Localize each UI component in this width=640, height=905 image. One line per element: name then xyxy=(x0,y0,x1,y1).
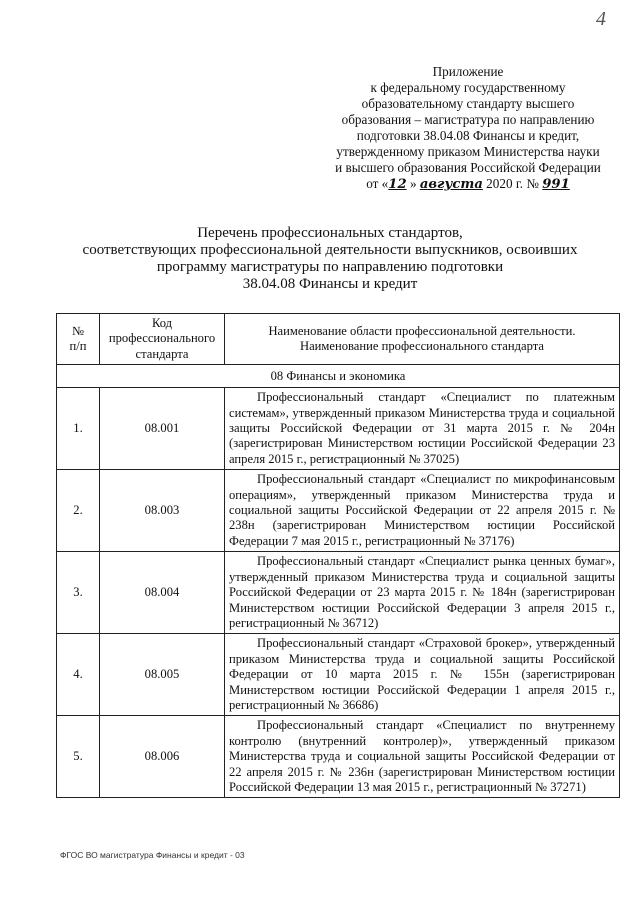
order-number: 991 xyxy=(542,177,570,192)
date-prefix: от « xyxy=(366,176,389,191)
section-title: 08 Финансы и экономика xyxy=(57,365,620,388)
document-title xyxy=(60,225,600,293)
row-code: 08.006 xyxy=(100,716,225,798)
page-number: 4 xyxy=(596,8,606,30)
table-row xyxy=(57,716,620,798)
appendix-line: утвержденному приказом Министерства науки xyxy=(336,144,600,159)
row-description: Профессиональный стандарт «Страховой брокер», утвержденный приказом Министерства труда и социальной защиты Российской Федерации от 10 марта 2015 г. № 155н (зарегистрирован Министерством юстиции Российской Федерации 1 апреля 2015 г., регистрационный № 36686) xyxy=(229,636,615,712)
row-description: Профессиональный стандарт «Специалист по микрофинансовым операциям», утвержденный приказом Министерства труда и социальной защиты Российской Федерации от 22 апреля 2015 г. № 238н (зарегистрирован Министерством юстиции Российской Федерации 7 мая 2015 г., регистрационный № 37176) xyxy=(229,472,615,548)
title-line: Перечень профессиональных стандартов, xyxy=(197,225,463,241)
row-code: 08.005 xyxy=(100,634,225,716)
title-line: 38.04.08 Финансы и кредит xyxy=(242,276,418,292)
section-row xyxy=(57,365,620,388)
header-name xyxy=(225,314,620,365)
appendix-line: и высшего образования Российской Федерации xyxy=(335,160,601,175)
header-num-line: № xyxy=(71,323,85,338)
page-footer: ФГОС ВО магистратура Финансы и кредит - 03 xyxy=(60,850,245,860)
row-code: 08.003 xyxy=(100,470,225,552)
date-month: августа xyxy=(419,177,483,192)
appendix-line: образовательному стандарту высшего xyxy=(361,96,575,111)
row-description: Профессиональный стандарт «Специалист рынка ценных бумаг», утвержденный приказом Министерства труда и социальной защиты Российской Федерации от 23 марта 2015 г. № 184н (зарегистрирован Министерством юстиции Российской Федерации 3 апреля 2015 г., регистрационный № 36712) xyxy=(229,554,615,630)
title-line: соответствующих профессиональной деятельности выпускников, освоивших xyxy=(82,242,578,258)
table-row xyxy=(57,552,620,634)
appendix-line: подготовки 38.04.08 Финансы и кредит, xyxy=(356,128,580,143)
row-description: Профессиональный стандарт «Специалист по платежным системам», утвержденный приказом Министерства труда и социальной защиты Российской Федерации от 31 марта 2015 г. № 204н (зарегистрирован Министерством юстиции Российской Федерации 23 апреля 2015 г., регистрационный № 37025) xyxy=(229,390,615,466)
header-code: Код профессионального стандарта xyxy=(100,314,225,365)
row-name xyxy=(225,716,620,798)
date-suffix: 2020 г. № xyxy=(486,176,539,191)
table-row xyxy=(57,634,620,716)
standards-table xyxy=(56,313,620,798)
row-name xyxy=(225,388,620,470)
row-code: 08.004 xyxy=(100,552,225,634)
table-header-row xyxy=(57,314,620,365)
appendix-line: Приложение xyxy=(432,64,504,79)
date-mid: » xyxy=(409,176,417,191)
row-num: 1. xyxy=(57,388,100,470)
row-num: 5. xyxy=(57,716,100,798)
appendix-date-line xyxy=(330,176,606,193)
title-line: программу магистратуры по направлению подготовки xyxy=(156,259,504,275)
appendix-line: образования – магистратура по направлению xyxy=(341,112,595,127)
header-num-line: п/п xyxy=(69,339,87,354)
date-day: 12 xyxy=(388,177,407,192)
header-name-line: Наименование профессионального стандарта xyxy=(300,339,544,354)
row-num: 3. xyxy=(57,552,100,634)
table-row xyxy=(57,388,620,470)
row-name xyxy=(225,634,620,716)
row-name xyxy=(225,470,620,552)
appendix-line: к федеральному государственному xyxy=(370,80,566,95)
row-num: 2. xyxy=(57,470,100,552)
row-description: Профессиональный стандарт «Специалист по внутреннему контролю (внутренний контролер)», утвержденный приказом Министерства труда и социальной защиты Российской Федерации от 22 апреля 2015 г. № 236н (зарегистрирован Министерством юстиции Российской Федерации 13 мая 2015 г., регистрационный № 37271) xyxy=(229,718,615,794)
header-name-line: Наименование области профессиональной деятельности. xyxy=(268,323,576,338)
row-code: 08.001 xyxy=(100,388,225,470)
row-name xyxy=(225,552,620,634)
row-num: 4. xyxy=(57,634,100,716)
header-num xyxy=(57,314,100,365)
table-row xyxy=(57,470,620,552)
appendix-block xyxy=(330,64,606,193)
